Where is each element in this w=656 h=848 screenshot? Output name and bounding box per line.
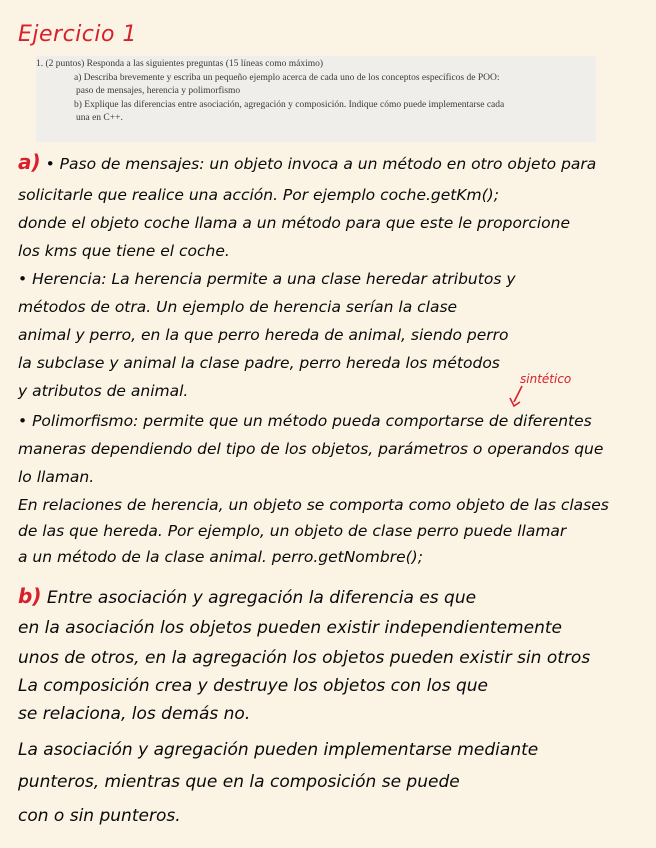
- answer-b-line: punteros, mientras que en la composición se puede: [18, 772, 460, 792]
- answer-a-line: a) • Paso de mensajes: un objeto invoca a un método en otro objeto para: [18, 150, 597, 174]
- answer-b-line: unos de otros, en la agregación los objetos pueden existir sin otros: [18, 648, 591, 668]
- printed-question: [36, 56, 596, 142]
- answer-a-line: solicitarle que realice una acción. Por ejemplo coche.getKm();: [18, 186, 499, 204]
- answer-b-line: b) Entre asociación y agregación la diferencia es que: [18, 584, 477, 608]
- question-b-cont: una en C++.: [76, 113, 123, 123]
- answer-a-line: a un método de la clase animal. perro.getNombre();: [18, 548, 423, 566]
- answer-a-line: En relaciones de herencia, un objeto se comporta como objeto de las clases: [18, 496, 609, 514]
- answer-a-label: a): [18, 150, 41, 174]
- answer-a-line: donde el objeto coche llama a un método para que este le proporcione: [18, 214, 571, 232]
- answer-b-label: b): [18, 584, 42, 608]
- answer-b-line: se relaciona, los demás no.: [18, 704, 251, 724]
- answer-b-line: La asociación y agregación pueden implementarse mediante: [18, 740, 539, 760]
- question-b-line: b) Explique las diferencias entre asociación, agregación y composición. Indique cómo puede implementarse cada: [74, 99, 505, 110]
- question-a-line: a) Describa brevemente y escriba un pequeño ejemplo acerca de cada uno de los conceptos específicos de POO:: [74, 72, 500, 83]
- answer-a-line: de las que hereda. Por ejemplo, un objeto de clase perro puede llamar: [18, 522, 567, 540]
- answer-a-line: métodos de otra. Un ejemplo de herencia serían la clase: [18, 298, 458, 316]
- answer-a-line: la subclase y animal la clase padre, perro hereda los métodos: [18, 354, 500, 372]
- exercise-title: Ejercicio 1: [18, 22, 137, 47]
- question-line: 1. (2 puntos) Responda a las siguientes preguntas (15 líneas como máximo): [36, 59, 324, 69]
- answer-b-line: en la asociación los objetos pueden existir independientemente: [18, 618, 562, 638]
- answer-a-line: • Herencia: La herencia permite a una clase heredar atributos y: [18, 270, 516, 288]
- answer-b-line: La composición crea y destruye los objetos con los que: [18, 676, 488, 696]
- answer-a-line: y atributos de animal.: [18, 382, 189, 400]
- answer-a-line: • Polimorfismo: permite que un método pueda comportarse de diferentes: [18, 412, 592, 430]
- answer-a-line: los kms que tiene el coche.: [18, 242, 230, 260]
- answer-b-line: con o sin punteros.: [18, 806, 181, 826]
- answer-a-line: maneras dependiendo del tipo de los objetos, parámetros o operandos que: [18, 440, 604, 458]
- question-a-cont: paso de mensajes, herencia y polimorfismo: [76, 86, 241, 96]
- answer-a-line: animal y perro, en la que perro hereda de animal, siendo perro: [18, 326, 509, 344]
- annotation-sintetico: sintético: [520, 372, 572, 386]
- answer-a-line: lo llaman.: [18, 468, 95, 486]
- annotation-arrow-icon: [508, 384, 528, 410]
